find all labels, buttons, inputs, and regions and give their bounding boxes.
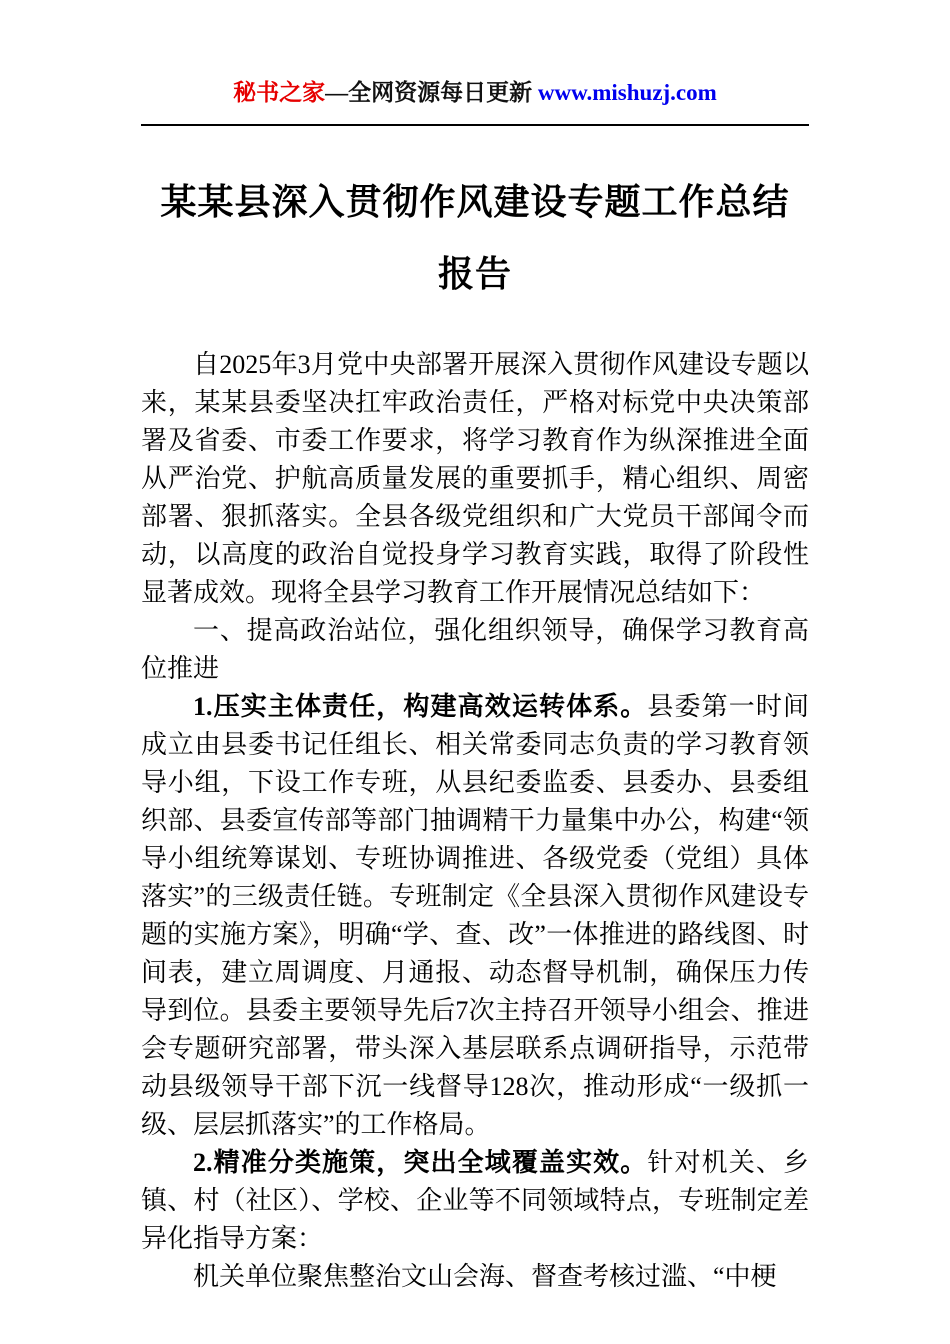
site-tagline: —全网资源每日更新	[325, 80, 538, 105]
document-title-line-2: 报告	[437, 254, 512, 294]
header-divider	[141, 124, 809, 126]
site-header	[141, 78, 809, 108]
document-title	[141, 166, 809, 310]
body-paragraph: 2.精准分类施策，突出全域覆盖实效。针对机关、乡镇、村（社区）、学校、企业等不同领域特点，专班制定差异化指导方案：	[141, 1148, 809, 1253]
site-url-link[interactable]: www.mishuzj.com	[537, 80, 717, 105]
site-name: 秘书之家	[233, 80, 326, 105]
body-paragraph: 机关单位聚焦整治文山会海、督查考核过滥、“中梗	[193, 1262, 777, 1291]
body-paragraph: 一、提高政治站位，强化组织领导，确保学习教育高位推进	[141, 616, 809, 683]
document-title-line-1: 某某县深入贯彻作风建设专题工作总结	[160, 182, 790, 222]
paragraph-lead: 1.压实主体责任，构建高效运转体系。	[193, 692, 648, 721]
body-paragraph: 1.压实主体责任，构建高效运转体系。县委第一时间成立由县委书记任组长、相关常委同志负责的学习教育领导小组，下设工作专班，从县纪委监委、县委办、县委组织部、县委宣传部等部门抽调精干力量集中办公，构建“领导小组统筹谋划、专班协调推进、各级党委（党组）具体落实”的三级责任链。专班制定《全县深入贯彻作风建设专题的实施方案》，明确“学、查、改”一体推进的路线图、时间表，建立周调度、月通报、动态督导机制，确保压力传导到位。县委主要领导先后7次主持召开领导小组会、推进会专题研究部署，带头深入基层联系点调研指导，示范带动县级领导干部下沉一线督导128次，推动形成“一级抓一级、层层抓落实”的工作格局。	[141, 692, 809, 1139]
paragraph-lead: 2.精准分类施策，突出全域覆盖实效。	[193, 1148, 648, 1177]
body-paragraph: 自2025年3月党中央部署开展深入贯彻作风建设专题以来，某某县委坚决扛牢政治责任，严格对标党中央决策部署及省委、市委工作要求，将学习教育作为纵深推进全面从严治党、护航高质量发展的重要抓手，精心组织、周密部署、狠抓落实。全县各级党组织和广大党员干部闻令而动，以高度的政治自觉投身学习教育实践，取得了阶段性显著成效。现将全县学习教育工作开展情况总结如下：	[141, 350, 809, 607]
document-body	[141, 346, 809, 1296]
